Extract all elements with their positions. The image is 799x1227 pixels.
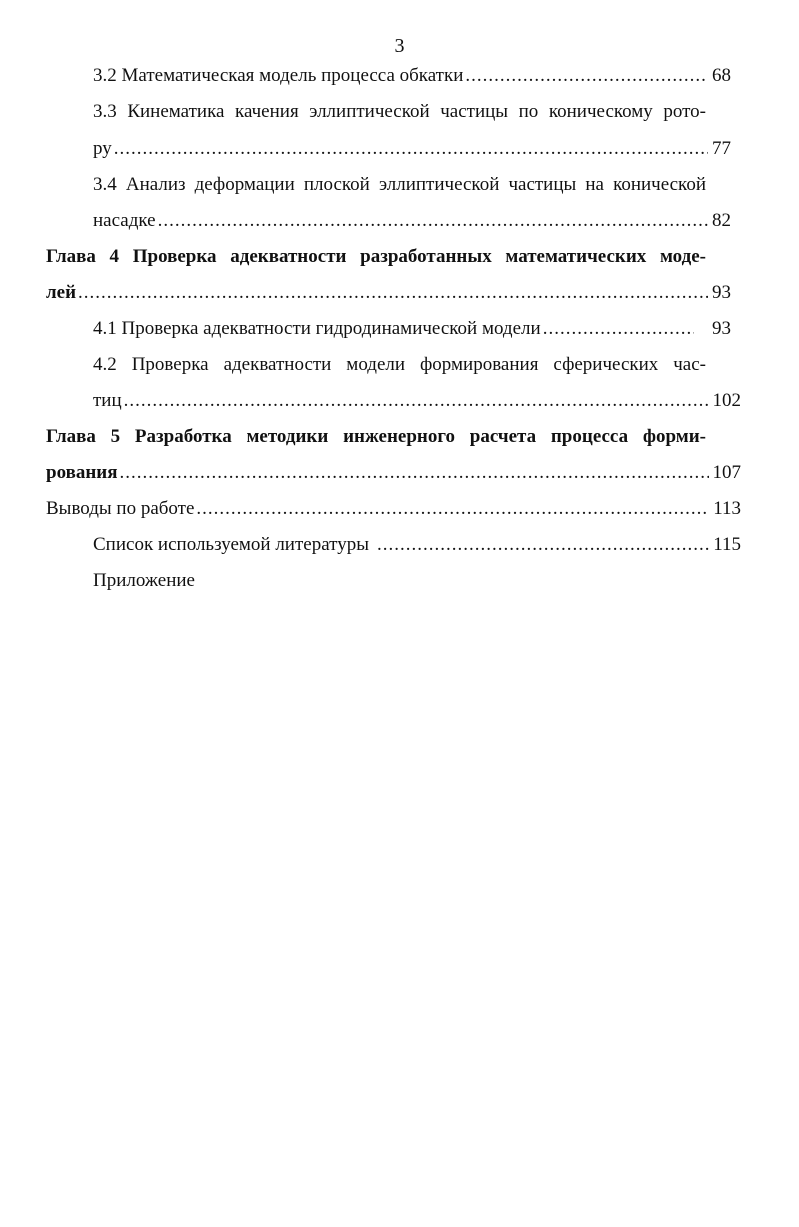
toc-chapter-4-line2 — [46, 281, 731, 305]
toc-entry-page: 102 — [712, 390, 741, 411]
toc-appendix — [93, 569, 393, 593]
toc-chapter-5-line2 — [46, 461, 741, 485]
toc-entry-text: Приложение — [93, 570, 195, 591]
toc-references — [93, 533, 741, 557]
toc-entry-3-4-line2 — [93, 209, 731, 233]
toc-entry-page: 113 — [713, 498, 741, 519]
toc-entry-text: ру — [93, 138, 112, 159]
dot-leader — [78, 281, 708, 305]
dot-leader — [158, 209, 708, 233]
dot-leader — [377, 533, 709, 557]
toc-chapter-4-line1: Глава 4 Проверка адекватности разработанных математических моде- — [46, 246, 706, 267]
toc-entry-page: 115 — [713, 534, 741, 555]
toc-entry-4-1 — [93, 317, 731, 341]
toc-entry-text: 3.2 Математическая модель процесса обкатки — [93, 65, 464, 86]
toc-entry-4-2-line1: 4.2 Проверка адекватности модели формирования сферических час- — [93, 354, 706, 375]
toc-entry-text: Выводы по работе — [46, 498, 195, 519]
toc-entry-page: 93 — [712, 282, 731, 303]
toc-entry-text: Список используемой литературы — [93, 534, 369, 555]
toc-conclusions — [46, 497, 741, 521]
toc-chapter-5-line1: Глава 5 Разработка методики инженерного расчета процесса форми- — [46, 426, 706, 447]
toc-entry-page: 107 — [712, 462, 741, 483]
toc-entry-3-2 — [93, 64, 731, 88]
toc-entry-3-4-line1: 3.4 Анализ деформации плоской эллиптической частицы на конической — [93, 174, 706, 195]
toc-entry-page: 82 — [712, 210, 731, 231]
toc-entry-page: 68 — [712, 65, 731, 86]
toc-entry-text: рования — [46, 462, 118, 483]
toc-entry-3-3-line1: 3.3 Кинематика качения эллиптической частицы по коническому рото- — [93, 101, 706, 122]
toc-entry-3-3-line2 — [93, 137, 731, 161]
page-number: 3 — [394, 35, 405, 57]
toc-entry-page: 77 — [712, 138, 731, 159]
toc-entry-text: 4.1 Проверка адекватности гидродинамической модели — [93, 318, 541, 339]
dot-leader — [465, 64, 708, 88]
dot-leader — [196, 497, 709, 521]
dot-leader — [543, 317, 694, 341]
dot-leader — [114, 137, 708, 161]
toc-entry-text: тиц — [93, 390, 122, 411]
toc-entry-page: 93 — [712, 318, 731, 339]
toc-entry-text: лей — [46, 282, 77, 303]
dot-leader — [120, 461, 709, 485]
toc-entry-4-2-line2 — [93, 389, 741, 413]
dot-leader — [124, 389, 709, 413]
toc-entry-text: насадке — [93, 210, 156, 231]
